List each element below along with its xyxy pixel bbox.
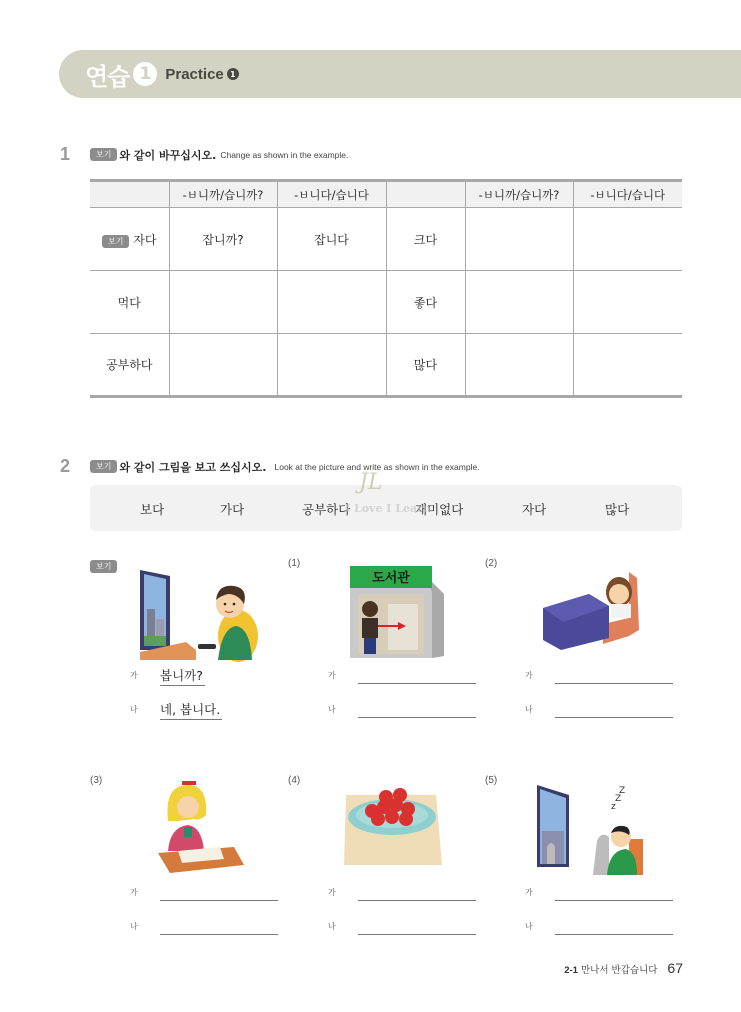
answer-blank[interactable] (358, 717, 476, 718)
speaker-tag: 가 (525, 888, 533, 897)
verb-cell: 좋다 (386, 271, 465, 334)
instruction-en: Change as shown in the example. (220, 149, 349, 160)
answer-cell[interactable] (573, 271, 682, 334)
answer-blank[interactable] (160, 900, 278, 901)
exercise-item-2 (485, 558, 681, 738)
verb-cell: 많다 (386, 334, 465, 397)
answer-cell[interactable] (573, 334, 682, 397)
studying-illustration (138, 781, 258, 881)
answer-row-ga (130, 666, 286, 686)
item-label: (1) (288, 558, 301, 569)
answer-cell[interactable] (465, 271, 573, 334)
answer-blank[interactable] (555, 683, 673, 684)
section-number-badge-small: 1 (227, 68, 239, 80)
svg-text:Z: Z (615, 794, 622, 804)
answer-cell[interactable] (169, 271, 277, 334)
answer-blank[interactable] (358, 683, 476, 684)
word-bank-item: 자다 (522, 502, 547, 517)
instruction-kr: 와 같이 바꾸십시오. (119, 148, 217, 162)
word-bank-item: 재미없다 (415, 502, 464, 517)
exercise-item-1 (288, 558, 484, 738)
answer-cell[interactable] (169, 334, 277, 397)
answer-row-ga (130, 883, 286, 903)
library-illustration (348, 564, 468, 664)
question-number: 1 (60, 144, 71, 164)
word-bank (90, 485, 682, 531)
section-banner (59, 50, 741, 98)
answer-row-na (130, 917, 286, 937)
speaker-tag: 가 (328, 671, 336, 680)
example-badge: 보기 (90, 148, 117, 161)
section-title-en: Practice (165, 65, 224, 83)
watermark-text: I Love I Learn (345, 502, 431, 515)
section-title-kr: 연습 (85, 62, 130, 91)
answer-row-ga (525, 883, 681, 903)
speaker-tag: 나 (525, 705, 533, 714)
instruction-kr: 와 같이 그림을 보고 쓰십시오. (119, 460, 267, 474)
item-label: (3) (90, 775, 103, 786)
table-header: -ㅂ니다/습니다 (573, 181, 682, 208)
table-row (90, 334, 682, 397)
verb-cell: 크다 (386, 208, 465, 271)
verb-cell: 먹다 (90, 271, 169, 334)
verb: 자다 (133, 232, 157, 247)
word-bank-item: 많다 (605, 502, 630, 517)
answer-text: 봅니까? (160, 666, 205, 686)
table-header: -ㅂ니다/습니다 (277, 181, 386, 208)
answer-row-na (328, 917, 484, 937)
answer-cell: 잡니까? (169, 208, 277, 271)
exercise-item-4 (288, 775, 484, 955)
answer-blank[interactable] (358, 900, 476, 901)
speaker-tag: 가 (130, 671, 138, 680)
speaker-tag: 가 (328, 888, 336, 897)
answer-cell: 잡니다 (277, 208, 386, 271)
svg-text:도서관: 도서관 (372, 571, 410, 586)
table-header (90, 181, 169, 208)
question-2-instruction (60, 456, 480, 477)
speaker-tag: 나 (525, 922, 533, 931)
chapter-title: 만나서 반갑습니다 (580, 965, 658, 976)
answer-blank[interactable] (160, 934, 278, 935)
table-row (90, 271, 682, 334)
word-bank-item: 보다 (140, 502, 165, 517)
svg-text:z: z (611, 802, 616, 812)
answer-row-ga (328, 666, 484, 686)
answer-row-na (525, 917, 681, 937)
conjugation-table (90, 179, 682, 398)
table-header: -ㅂ니까/습니까? (465, 181, 573, 208)
exercise-item-3 (90, 775, 286, 955)
answer-blank[interactable] (358, 934, 476, 935)
answer-cell[interactable] (277, 334, 386, 397)
answer-row-na (525, 700, 681, 720)
page-footer (564, 960, 683, 976)
verb-cell: 공부하다 (90, 334, 169, 397)
speaker-tag: 나 (328, 922, 336, 931)
sleeping-in-bed-illustration (533, 564, 653, 664)
answer-row-ga (525, 666, 681, 686)
svg-text:Z: Z (619, 786, 626, 796)
chapter-label (564, 962, 657, 976)
speaker-tag: 가 (525, 671, 533, 680)
answer-row-na (130, 700, 286, 720)
answer-row-na (328, 700, 484, 720)
answer-row-ga (328, 883, 484, 903)
answer-cell[interactable] (277, 271, 386, 334)
speaker-tag: 나 (328, 705, 336, 714)
example-badge: 보기 (102, 235, 129, 248)
page-number: 67 (667, 960, 683, 976)
table-header (386, 181, 465, 208)
apples-plate-illustration (336, 781, 456, 881)
answer-blank[interactable] (555, 717, 673, 718)
instruction-en: Look at the picture and write as shown in the example. (274, 461, 480, 472)
item-label: (4) (288, 775, 301, 786)
exercise-item-5 (485, 775, 681, 955)
answer-blank[interactable] (555, 934, 673, 935)
speaker-tag: 가 (130, 888, 138, 897)
dozing-man-illustration (533, 781, 653, 881)
question-1-instruction (60, 144, 348, 165)
section-number-badge: 1 (133, 62, 157, 86)
answer-blank[interactable] (555, 900, 673, 901)
table-header-row (90, 181, 682, 208)
speaker-tag: 나 (130, 922, 138, 931)
item-label: (2) (485, 558, 498, 569)
answer-cell[interactable] (465, 334, 573, 397)
table-header: -ㅂ니까/습니까? (169, 181, 277, 208)
item-label: (5) (485, 775, 498, 786)
example-badge: 보기 (90, 460, 117, 473)
chapter-number: 2-1 (564, 965, 578, 976)
speaker-tag: 나 (130, 705, 138, 714)
question-number: 2 (60, 456, 71, 476)
exercise-item-example (90, 558, 286, 738)
answer-cell[interactable] (573, 208, 682, 271)
word-bank-item: 공부하다 (302, 502, 351, 517)
answer-cell[interactable] (465, 208, 573, 271)
table-row (90, 208, 682, 271)
man-watching-tv-illustration (138, 564, 258, 664)
example-badge: 보기 (90, 560, 117, 573)
watermark-logo: JL (359, 470, 383, 495)
word-bank-item: 가다 (220, 502, 245, 517)
answer-text: 네, 봅니다. (160, 700, 222, 720)
verb-cell (90, 208, 169, 271)
